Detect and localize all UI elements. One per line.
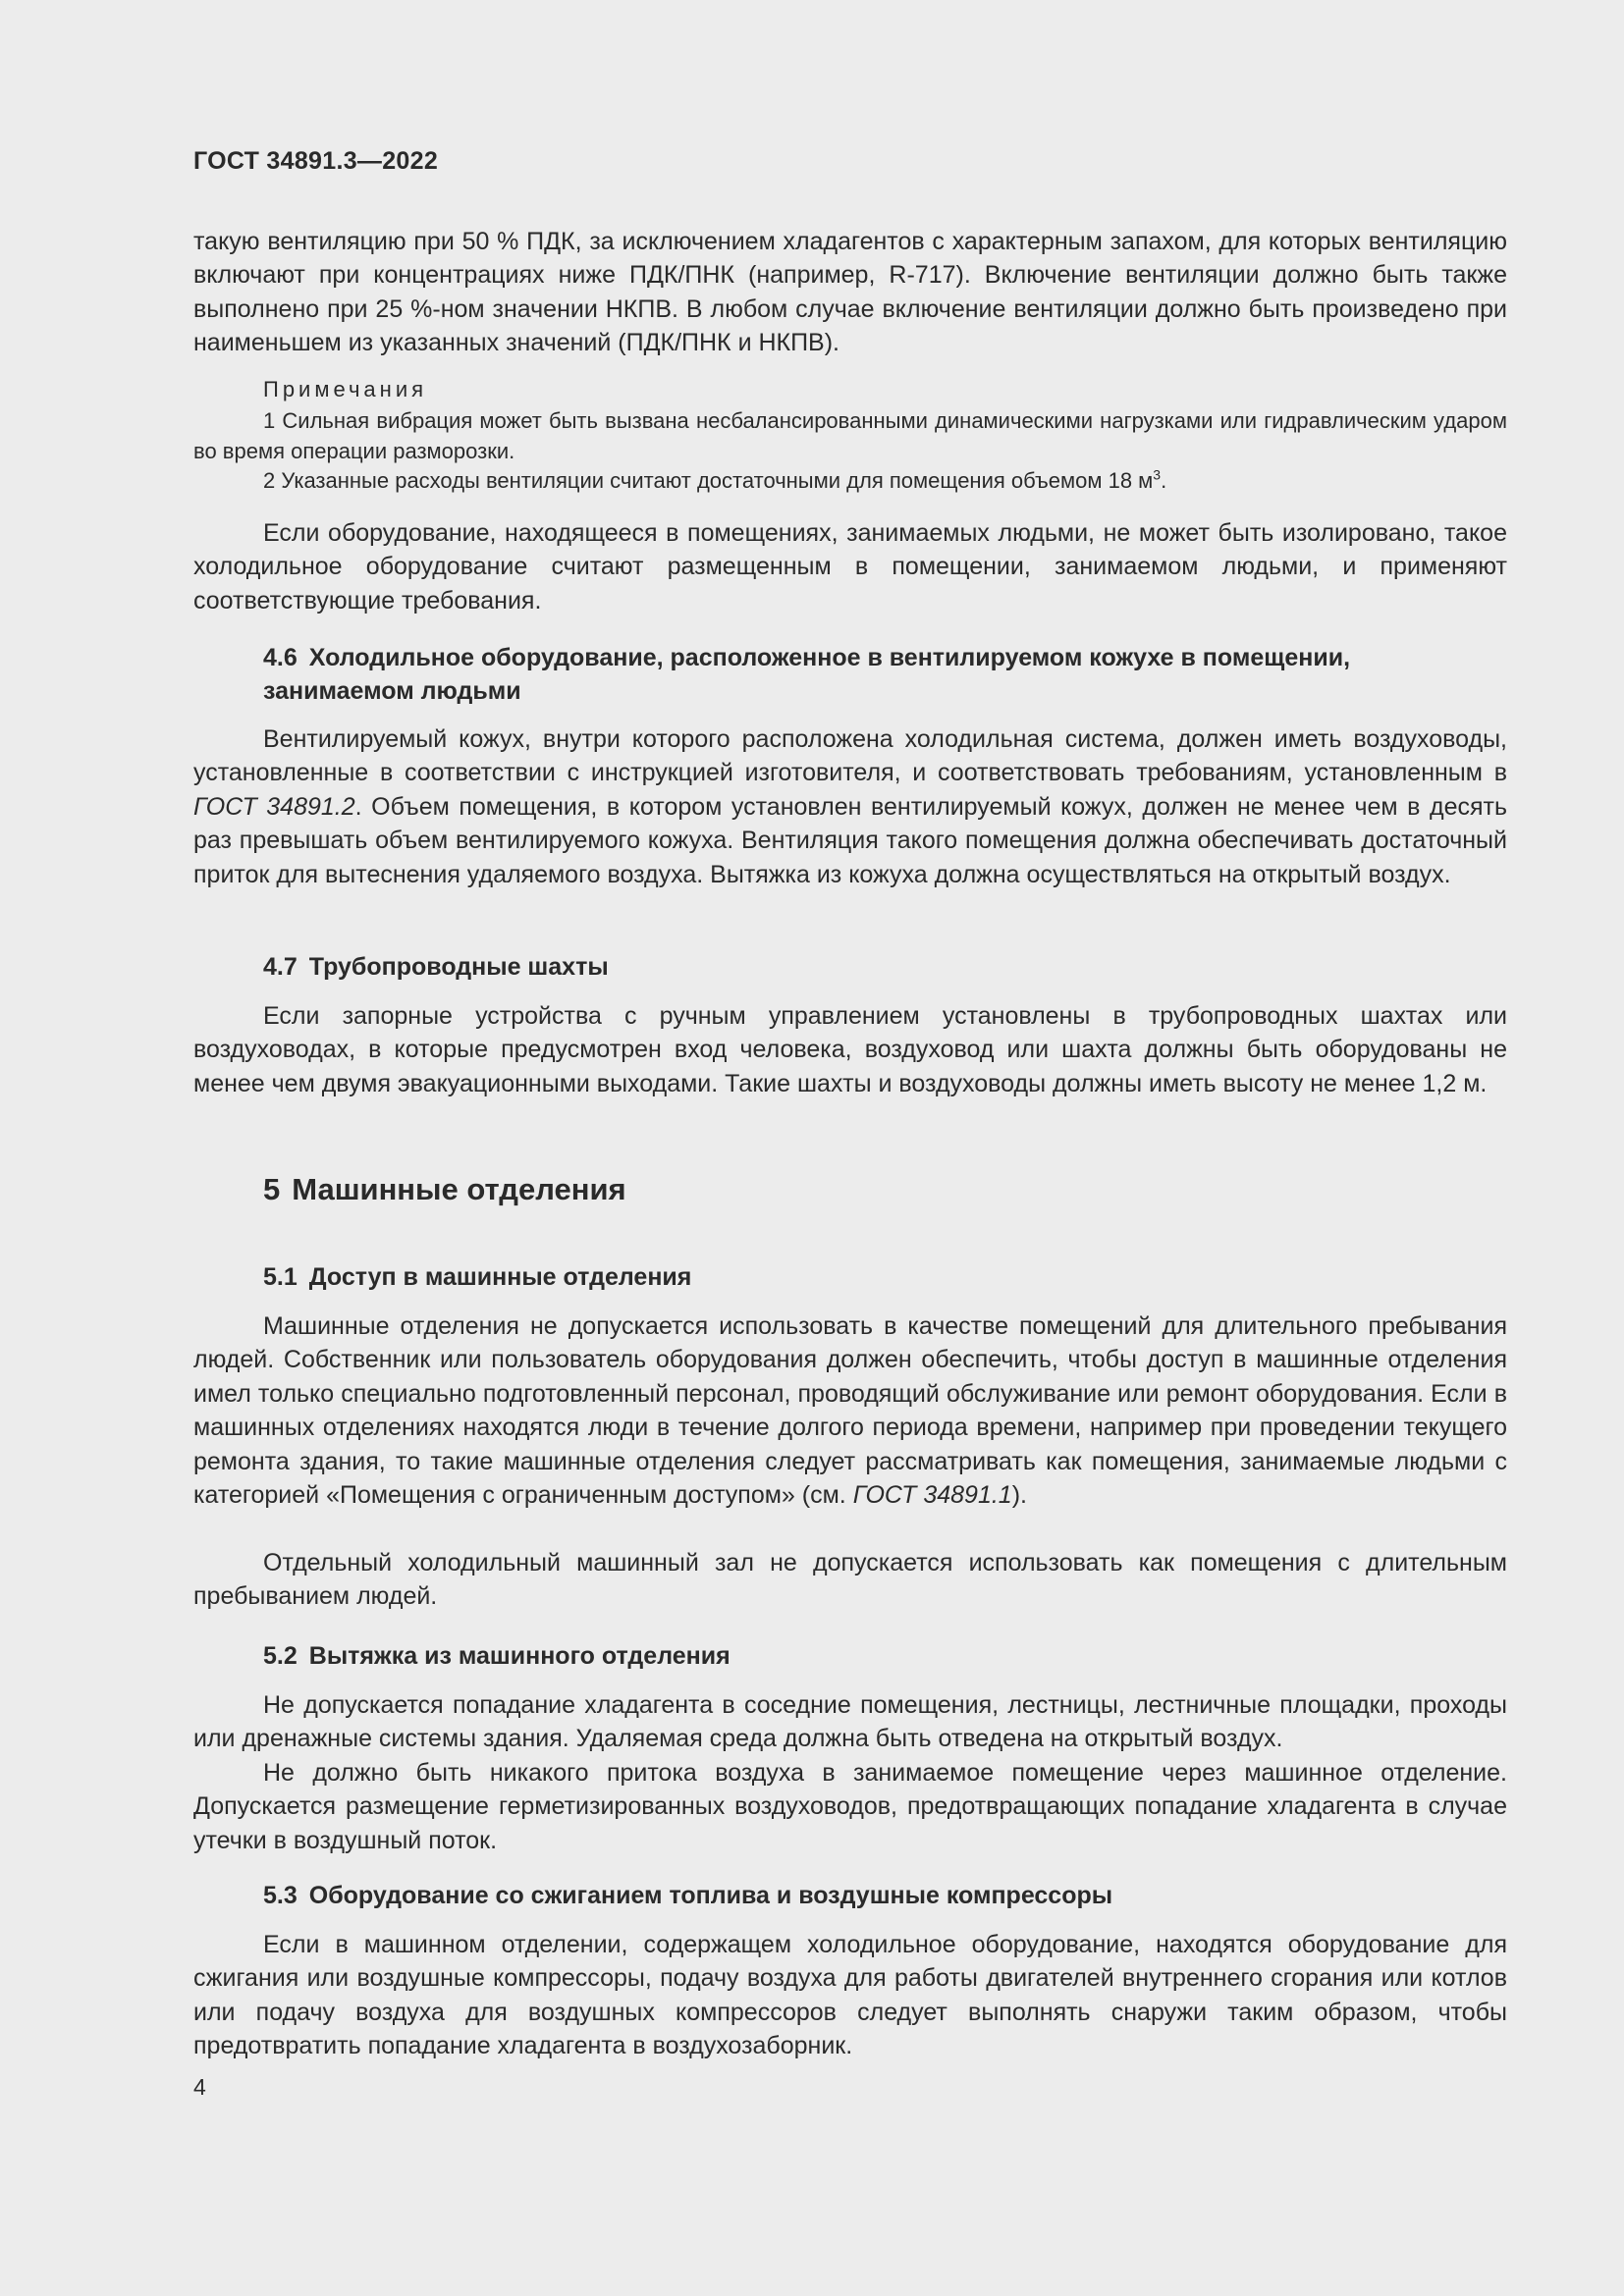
heading-5-2 xyxy=(263,1639,1507,1673)
heading-title: Доступ в машинные отделения xyxy=(308,1263,692,1291)
paragraph-ventilation-thresholds: такую вентиляцию при 50 % ПДК, за исключением хладагентов с характерным запахом, для которых вентиляцию включают при концентрациях ниже ПДК/ПНК (например, R-717). Включение вентиляции должно быть также выполнено при 25 %-ном значении НКПВ. В любом случае включение вентиляции должно быть произведено при наименьшем из указанных значений (ПДК/ПНК и НКПВ). xyxy=(193,228,1507,357)
heading-number: 5 xyxy=(263,1172,281,1206)
heading-number: 5.3 xyxy=(263,1882,298,1909)
note-2-end: . xyxy=(1161,468,1167,493)
standard-reference: ГОСТ 34891.1 xyxy=(852,1481,1012,1510)
heading-number: 4.7 xyxy=(263,953,298,981)
paragraph-text: . Объем помещения, в котором установлен вентилируемый кожух, должен не менее чем в десять раз превышать объем вентилируемого кожуха. Вентиляция такого помещения должна обеспечивать достаточный приток для вытеснения удаляемого воздуха. Вытяжка из кожуха должна осуществляться на открытый воздух. xyxy=(193,792,1507,888)
heading-4-6 xyxy=(263,641,1507,709)
paragraph-text: Вентилируемый кожух, внутри которого расположена холодильная система, должен иметь воздуховоды, установленные в соответствии с инструкцией изготовителя, и соответствовать требованиям, установленным в xyxy=(193,725,1507,787)
paragraph-text: Машинные отделения не допускается использовать в качестве помещений для длительного пребывания людей. Собственник или пользователь оборудования должен обеспечить, чтобы доступ в машинные отделения имел только специально подготовленный персонал, проводящий обслуживание или ремонт оборудования. Если в машинных отделениях находятся люди в течение долгого периода времени, например при проведении текущего ремонта здания, то такие машинные отделения следует рассматривать как помещения, занимаемые людьми с категорией «Помещения с ограниченным доступом» (см. xyxy=(193,1312,1507,1510)
paragraph-5-3: Если в машинном отделении, содержащем холодильное оборудование, находятся оборудование для сжигания или воздушные компрессоры, подачу воздуха для работы двигателей внутреннего сгорания или котлов или подачу воздуха для воздушных компрессоров следует выполнять снаружи таким образом, чтобы предотвратить попадание хладагента в воздухозаборник. xyxy=(193,1931,1507,2060)
heading-4-7 xyxy=(263,950,1507,984)
note-2-text: 2 Указанные расходы вентиляции считают достаточными для помещения объемом 18 м xyxy=(263,468,1154,493)
heading-title: Трубопроводные шахты xyxy=(308,953,609,981)
heading-number: 4.6 xyxy=(263,644,298,671)
paragraph-5-1 xyxy=(193,1309,1507,1512)
paragraph-5-2-second: Не должно быть никакого притока воздуха в занимаемое помещение через машинное отделение. Допускается размещение герметизированных воздуховодов, предотвращающих попадание хладагента в случае утечки в воздушный поток. xyxy=(193,1759,1507,1854)
heading-title: Холодильное оборудование, расположенное в вентилируемом кожухе в помещении, занимаемом людьми xyxy=(263,644,1351,706)
note-2-superscript: 3 xyxy=(1153,466,1162,483)
paragraph-4-7: Если запорные устройства с ручным управлением установлены в трубопроводных шахтах или воздуховодах, в которые предусмотрен вход человека, воздуховод или шахта должны быть оборудованы не менее чем двумя эвакуационными выходами. Такие шахты и воздуховоды должны иметь высоту не менее 1,2 м. xyxy=(193,1002,1507,1097)
heading-5-1 xyxy=(263,1260,1507,1294)
document-id-header: ГОСТ 34891.3—2022 xyxy=(193,147,439,175)
heading-5-3 xyxy=(263,1879,1507,1912)
standard-reference: ГОСТ 34891.2 xyxy=(193,792,355,821)
heading-title: Оборудование со сжиганием топлива и воздушные компрессоры xyxy=(308,1882,1113,1909)
paragraph-text: ). xyxy=(1011,1481,1027,1510)
heading-5 xyxy=(263,1172,626,1207)
notes-title: Примечания xyxy=(263,377,428,401)
note-2 xyxy=(193,466,1507,497)
page-number: 4 xyxy=(193,2074,206,2100)
heading-number: 5.1 xyxy=(263,1263,298,1291)
heading-number: 5.2 xyxy=(263,1642,298,1670)
paragraph-5-1-second: Отдельный холодильный машинный зал не допускается использовать как помещения с длительным пребыванием людей. xyxy=(193,1549,1507,1611)
heading-title: Вытяжка из машинного отделения xyxy=(308,1642,731,1670)
note-1: 1 Сильная вибрация может быть вызвана несбалансированными динамическими нагрузками или гидравлическим ударом во время операции разморозки. xyxy=(193,408,1507,463)
heading-title: Машинные отделения xyxy=(292,1172,626,1206)
paragraph-4-6 xyxy=(193,722,1507,891)
paragraph-5-2-first: Не допускается попадание хладагента в соседние помещения, лестницы, лестничные площадки, проходы или дренажные системы здания. Удаляемая среда должна быть отведена на открытый воздух. xyxy=(193,1691,1507,1753)
document-page xyxy=(193,0,1507,2296)
paragraph-isolated-equipment: Если оборудование, находящееся в помещениях, занимаемых людьми, не может быть изолировано, такое холодильное оборудование считают размещенным в помещении, занимаемом людьми, и применяют соответствующие требования. xyxy=(193,519,1507,614)
